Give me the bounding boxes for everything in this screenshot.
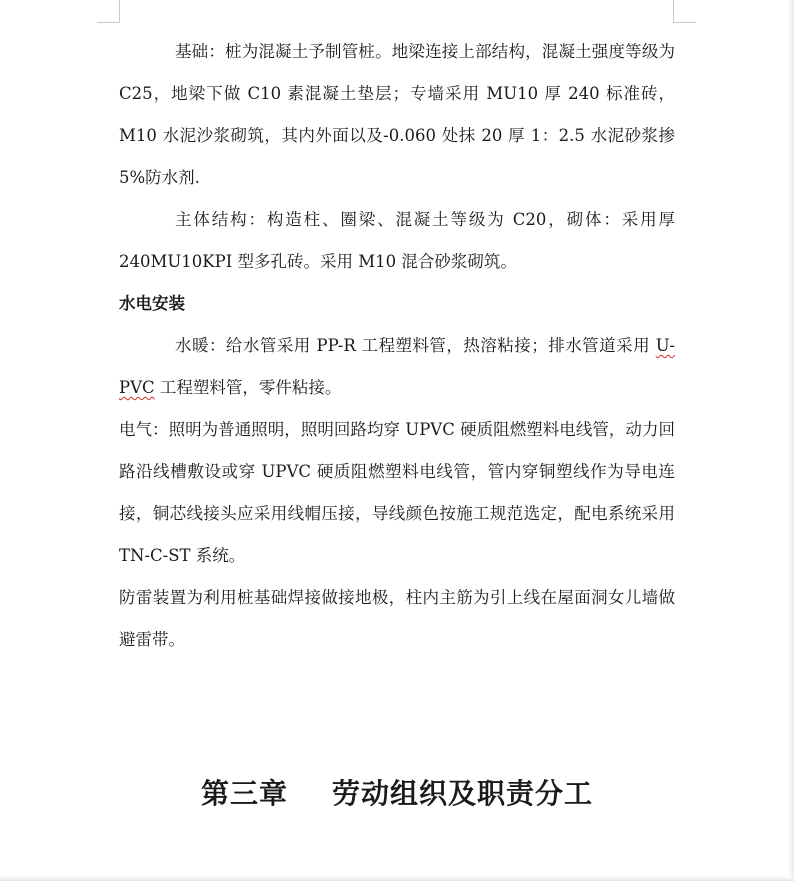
- paragraph-foundation[interactable]: 基础：桩为混凝土予制管桩。地梁连接上部结构，混凝土强度等级为 C25，地梁下做 C10 素混凝土垫层；专墙采用 MU10 厚 240 标准砖，M10 水泥沙浆砌筑，其内外面以及-0.060 处抹 20 厚 1：2.5 水泥砂浆掺 5%防水剂.: [119, 42, 675, 187]
- chapter-number: 第三章: [200, 777, 288, 810]
- page-edge-right: [788, 0, 794, 881]
- section-heading-plumbing-electrical[interactable]: 水电安装: [119, 294, 185, 313]
- paragraph-main-structure[interactable]: 主体结构：构造柱、圈梁、混凝土等级为 C20，砌体：采用厚 240MU10KPI 型多孔砖。采用 M10 混合砂浆砌筑。: [119, 210, 675, 271]
- water-text-before: 水暖：给水管采用 PP-R 工程塑料管，热溶粘接；排水管道采用: [175, 336, 656, 355]
- water-text-after: 工程塑料管，零件粘接。: [154, 378, 342, 397]
- margin-marker-top-right: [673, 0, 696, 23]
- margin-marker-top-left: [97, 0, 120, 23]
- paragraph-lightning-protection[interactable]: 防雷装置为利用桩基础焊接做接地极，柱内主筋为引上线在屋面洞女儿墙做避雷带。: [119, 588, 675, 649]
- paragraph-electrical[interactable]: 电气：照明为普通照明，照明回路均穿 UPVC 硬质阻燃塑料电线管，动力回路沿线槽敷设或穿 UPVC 硬质阻燃塑料电线管，管内穿铜塑线作为导电连接，铜芯线接头应采用线帽压接，导线颜色按施工规范选定，配电系统采用 TN-C-ST 系统。: [119, 420, 675, 565]
- spellcheck-flagged-term[interactable]: U-PVC: [119, 336, 675, 397]
- chapter-title: 劳动组织及职责分工: [332, 777, 594, 810]
- page-edge-bottom: [0, 876, 794, 881]
- paragraph-water-heating[interactable]: [119, 325, 675, 409]
- chapter-heading[interactable]: [0, 772, 794, 816]
- document-body: [119, 31, 675, 661]
